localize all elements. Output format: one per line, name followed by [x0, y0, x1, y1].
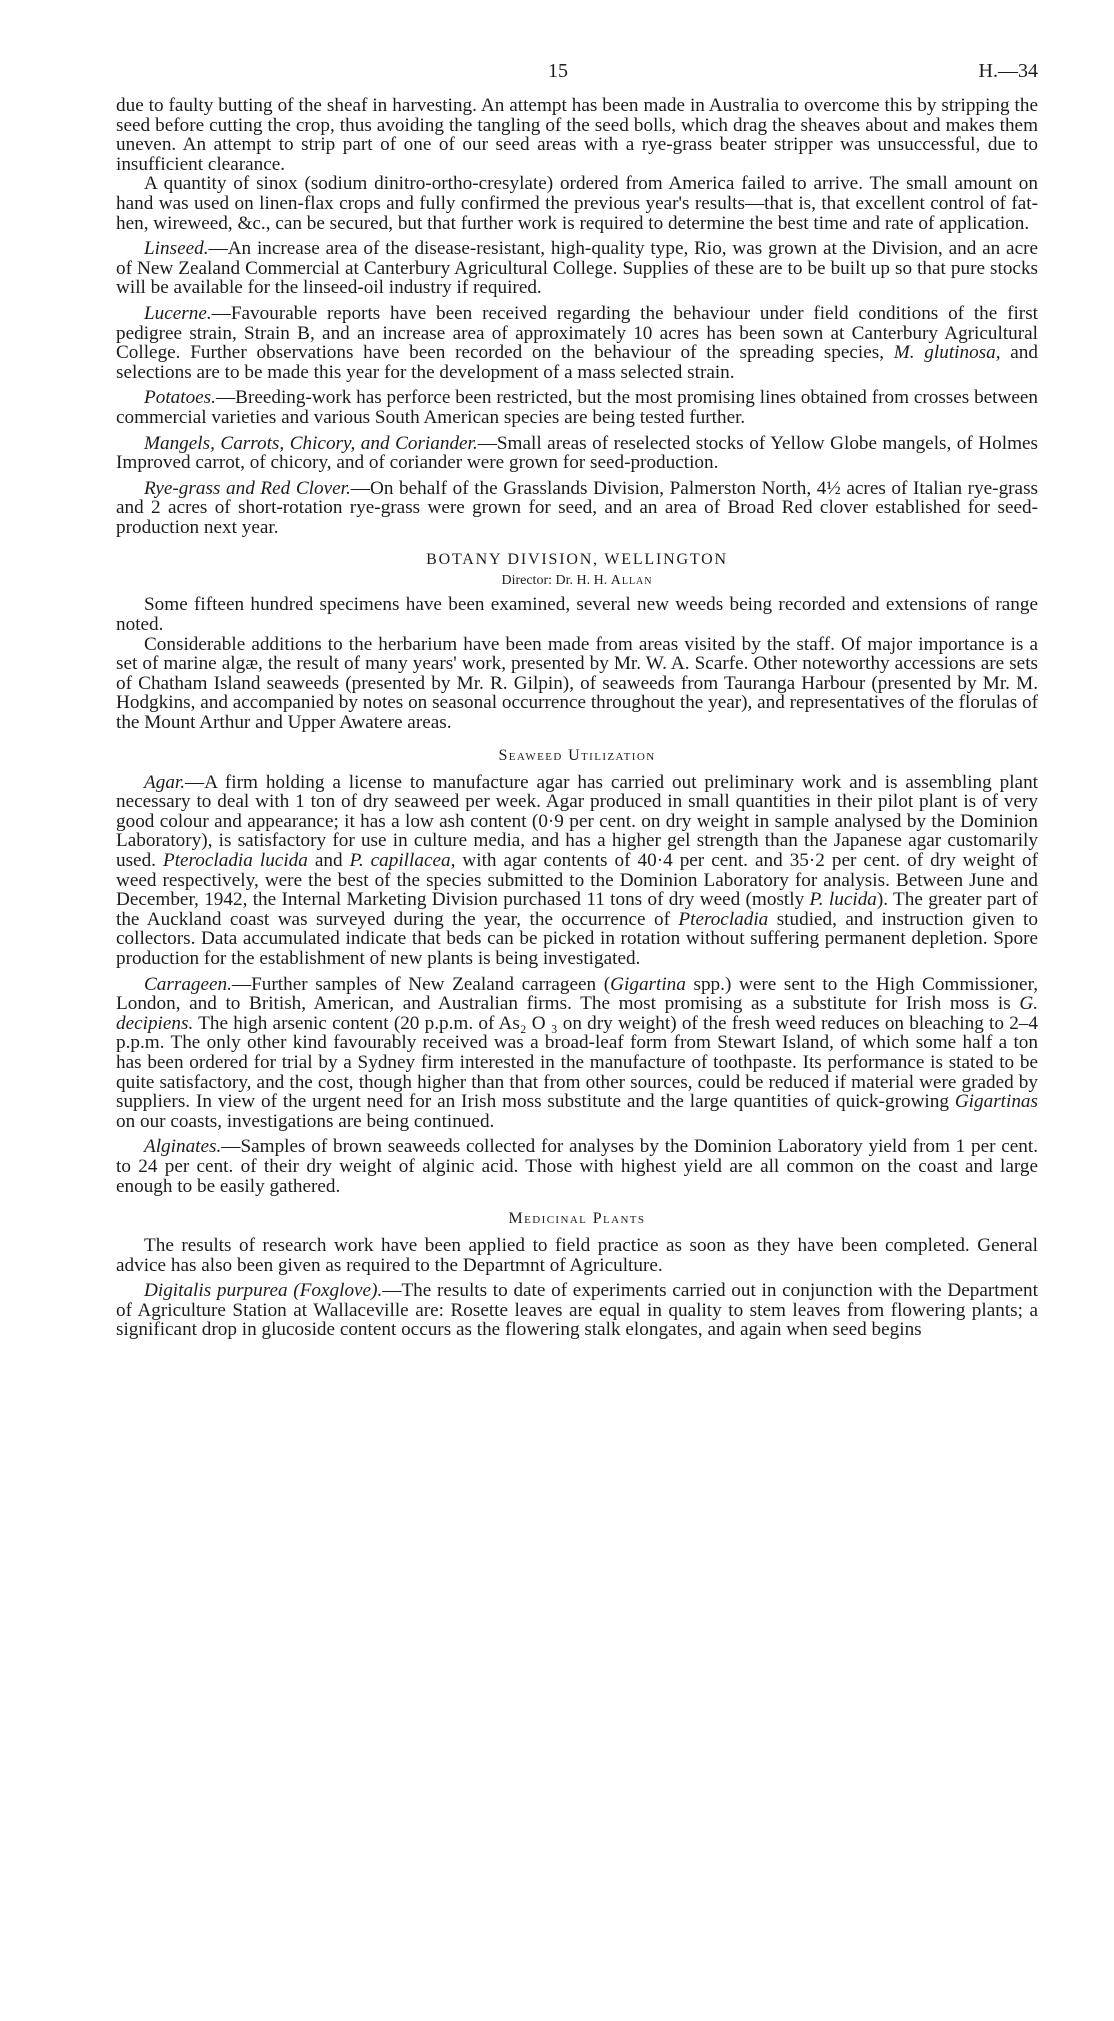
- agar-species-1: Pterocladia lucida: [162, 850, 308, 871]
- carrageen-species-3: Gigartinas: [954, 1091, 1038, 1113]
- document-reference: H.—34: [978, 60, 1038, 82]
- digitalis-heading: Digitalis purpurea (Foxglove).: [144, 1280, 383, 1302]
- paragraph-lucerne: [116, 304, 1038, 382]
- carrageen-text-4: on our coasts, investigations are being continued.: [116, 1110, 495, 1132]
- agar-text-4: ). The greater part of the Auckland coast was surveyed during the year, the occurrence of: [116, 889, 1038, 930]
- page-number: 15: [548, 60, 568, 82]
- carrageen-species-2: G. decipiens.: [116, 993, 1038, 1034]
- page-header: [116, 60, 1038, 96]
- paragraph-alginates: [116, 1137, 1038, 1196]
- paragraph-digitalis: [116, 1281, 1038, 1340]
- ryegrass-text: —On behalf of the Grasslands Division, Palmerston North, 4½ acres of Italian rye-grass and 2 acres of short-rotation rye-grass were grown for seed, and an area of Broad Red clover established for seed-production next year.: [116, 477, 1039, 538]
- paragraph-carrageen: [116, 975, 1038, 1132]
- carrageen-text-1: —Further samples of New Zealand carrageen (: [231, 973, 611, 995]
- subsection-title-seaweed: Seaweed Utilization: [498, 746, 656, 764]
- lucerne-heading: Lucerne.: [144, 302, 212, 324]
- paragraph-medicinal-intro: The results of research work have been applied to field practice as soon as they have been completed. General advice has also been given as required to the Departmnt of Agriculture.: [116, 1235, 1038, 1276]
- linseed-heading: Linseed.: [144, 238, 209, 260]
- agar-text-3: with agar contents of 40·4 per cent. and 35·2 per cent. of dry weight of weed respectively, were the best of the species submitted to the Dominion Laboratory for analysis. Between June and December, 1942, the Internal Marketing Division purchased 11 tons of dry weed (mostly: [116, 850, 1038, 911]
- paragraph-agar: [116, 773, 1038, 969]
- paragraph-specimens: Some fifteen hundred specimens have been examined, several new weeds being recorded and extensions of range noted.: [116, 594, 1038, 636]
- carrageen-text-3: The high arsenic content (20 p.p.m. of As₂ O ₃ on dry weight) of the fresh weed reduces on bleaching to 2–4 p.p.m. The only other kind favourably received was a broad-leaf form from Stewart Island, of which some half a ton has been ordered for trial by a Sydney firm interested in the manufacture of toothpaste. Its performance is stated to be quite satisfactory, and the cost, though higher than that from other sources, could be reduced if material were graded by suppliers. In view of the urgent need for an Irish moss substitute and the large quantities of quick-growing: [116, 1012, 1038, 1113]
- paragraph-sinox: A quantity of sinox (sodium dinitro-ortho-cresylate) ordered from America failed to arrive. The small amount on hand was used on linen-flax crops and fully confirmed the previous year's results—that is, that excellent control of fat-hen, wireweed, &c., can be secured, but that further work is required to determine the best time and rate of application.: [116, 173, 1038, 234]
- linseed-text: —An increase area of the disease-resistant, high-quality type, Rio, was grown at the Division, and an acre of New Zealand Commercial at Canterbury Agricultural College. Supplies of these are to be built up so that pure stocks will be available for the linseed-oil industry if required.: [116, 238, 1038, 299]
- director-name: Allan: [610, 573, 653, 589]
- document-page: [116, 60, 1038, 1340]
- director-label: Director: Dr. H. H.: [501, 573, 611, 589]
- paragraph-ryegrass: [116, 479, 1038, 538]
- carrageen-text-2: spp.) were sent to the High Commissioner, London, and to British, American, and Australian firms. The most promising as a substitute for Irish moss is: [116, 973, 1038, 1015]
- paragraph-potatoes: [116, 388, 1038, 427]
- agar-species-3: P. lucida: [809, 889, 877, 911]
- potatoes-text: —Breeding-work has perforce been restricted, but the most promising lines obtained from crosses between commercial varieties and various South American species are being tested further.: [116, 387, 1038, 428]
- agar-text-1: —A firm holding a license to manufacture agar has carried out preliminary work and is assembling plant necessary to deal with 1 ton of dry seaweed per week. Agar produced in small quantities in their pilot plant is of very good colour and appearance; it has a low ash content (0·9 per cent. on dry weight in sample analysed by the Dominion Laboratory), is satisfactory for use in culture media, and has a higher gel strength than the Japanese agar customarily used.: [116, 771, 1038, 871]
- lucerne-text-1: —Favourable reports have been received regarding the behaviour under field conditions of the first pedigree strain, Strain B, and an increase area of approximately 10 acres has been sown at Canterbury Agricultural College. Further observations have been recorded on the behaviour of the spreading species,: [116, 302, 1038, 364]
- paragraph-flax-harvesting: due to faulty butting of the sheaf in harvesting. An attempt has been made in Australia to overcome this by stripping the seed before cutting the crop, thus avoiding the tangling of the seed bolls, which drag the sheaves about and makes them uneven. An attempt to strip part of one of our seed areas with a rye-grass beater stripper was unsuccessful, due to insufficient clearance.: [116, 95, 1038, 175]
- carrageen-species-1: Gigartina: [610, 973, 686, 995]
- lucerne-species: M. glutinosa,: [893, 342, 1001, 364]
- agar-text-2: and: [307, 850, 350, 871]
- paragraph-mangels: [116, 434, 1038, 473]
- alginates-text: —Samples of brown seaweeds collected for analyses by the Dominion Laboratory yield from 1 per cent. to 24 per cent. of their dry weight of alginic acid. Those with highest yield are all common on the coast and large enough to be easily gathered.: [116, 1136, 1038, 1197]
- director-line: [116, 573, 1038, 589]
- carrageen-heading: Carrageen.: [144, 973, 232, 995]
- agar-text-5: studied, and instruction given to collectors. Data accumulated indicate that beds can be picked in rotation without suffering permanent depletion. Spore production for the establishment of new plants is being investigated.: [116, 908, 1038, 969]
- subsection-title-medicinal: Medicinal Plants: [508, 1210, 646, 1228]
- potatoes-heading: Potatoes.: [144, 387, 216, 409]
- ryegrass-heading: Rye-grass and Red Clover.: [144, 477, 351, 499]
- paragraph-linseed: [116, 239, 1038, 298]
- agar-species-2: P. capillacea,: [349, 850, 456, 871]
- mangels-heading: Mangels, Carrots, Chicory, and Coriander.: [144, 432, 478, 454]
- agar-species-4: Pterocladia: [678, 908, 769, 930]
- mangels-text: —Small areas of reselected stocks of Yellow Globe mangels, of Holmes Improved carrot, of chicory, and of coriander were grown for seed-production.: [116, 432, 1038, 474]
- alginates-heading: Alginates.: [144, 1136, 222, 1158]
- digitalis-text: —The results to date of experiments carried out in conjunction with the Department of Agriculture Station at Wallaceville are: Rosette leaves are equal in quality to stem leaves from flowering plants; a significant drop in glucoside content occurs as the flowering stalk elongates, and again when seed begins: [116, 1280, 1038, 1341]
- lucerne-text-2: and selections are to be made this year for the development of a mass selected strain.: [116, 342, 1038, 383]
- section-title-botany: BOTANY DIVISION, WELLINGTON: [426, 551, 728, 569]
- paragraph-herbarium: Considerable additions to the herbarium have been made from areas visited by the staff. Of major importance is a set of marine algæ, the result of many years' work, presented by Mr. W. A. Scarfe. Other noteworthy accessions are sets of Chatham Island seaweeds (presented by Mr. R. Gilpin), of seaweeds from Tauranga Harbour (presented by Mr. M. Hodgkins, and accompanied by notes on seasonal occurrence throughout the year), and representatives of the florulas of the Mount Arthur and Upper Awatere areas.: [116, 633, 1038, 734]
- agar-heading: Agar.: [144, 771, 186, 793]
